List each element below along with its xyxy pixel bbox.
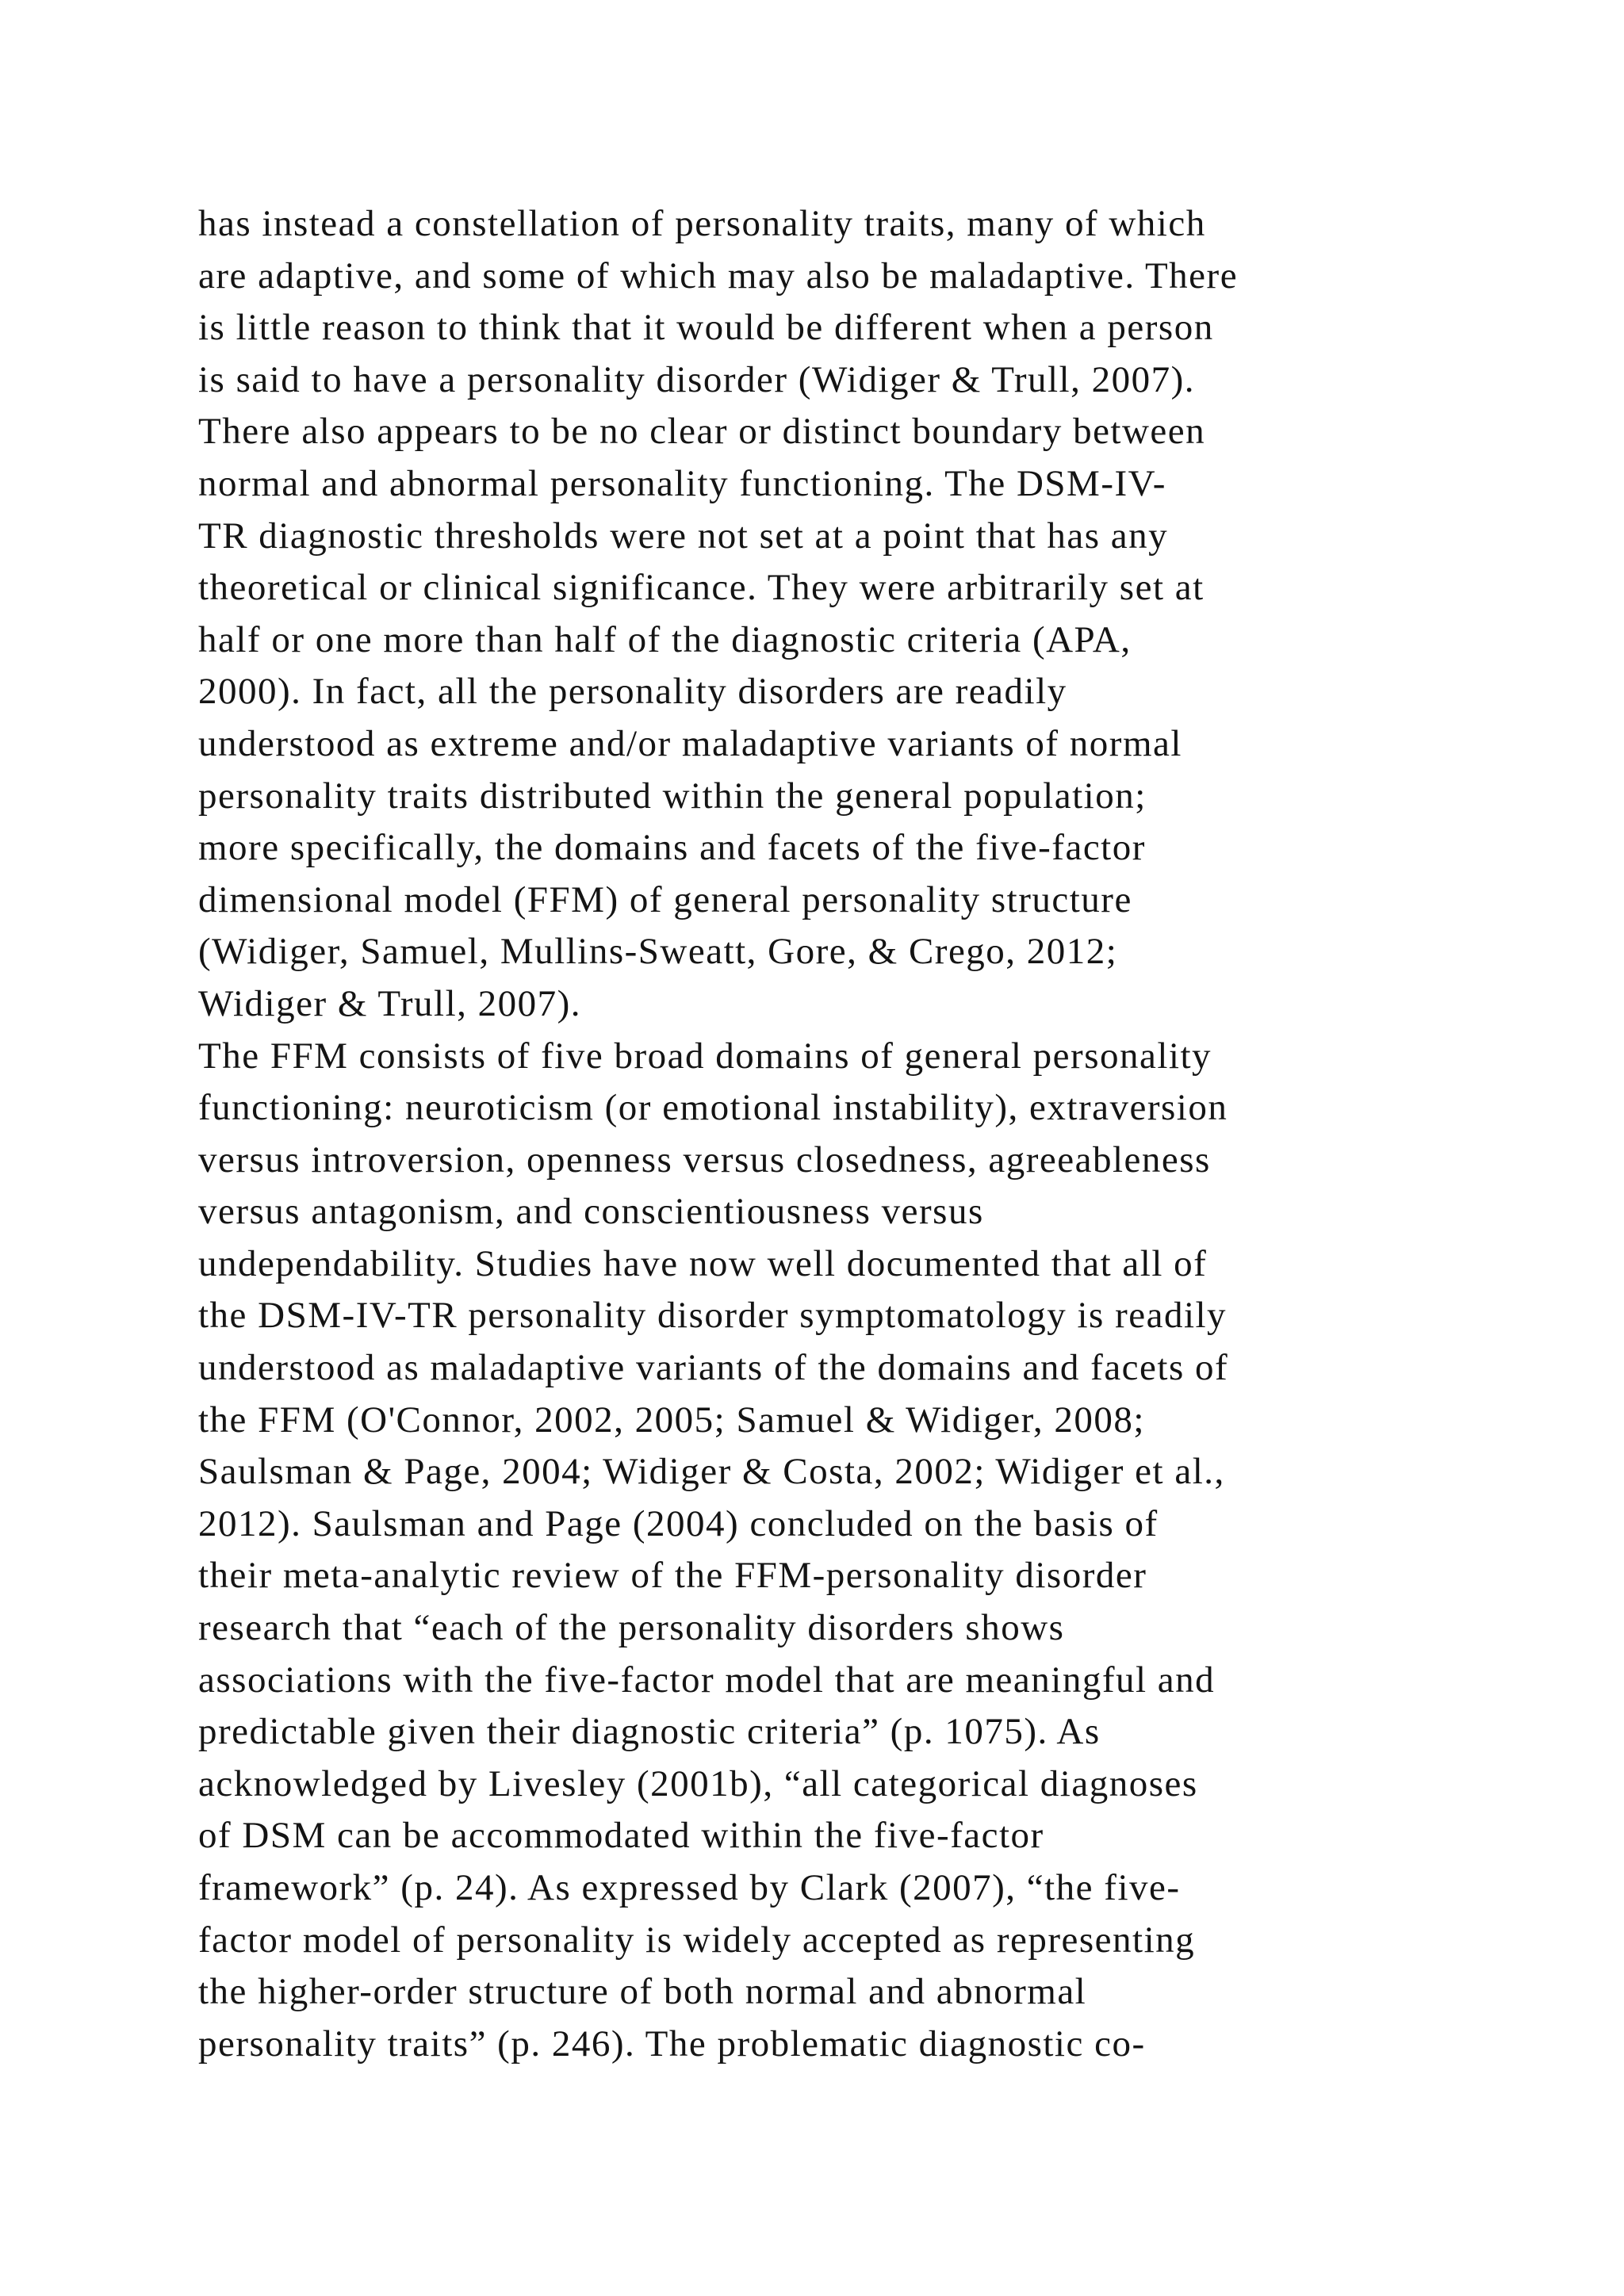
text-line: 2012). Saulsman and Page (2004) concluded on the basis of bbox=[198, 1502, 1159, 1544]
text-line: 2000). In fact, all the personality disorders are readily bbox=[198, 671, 1067, 713]
text-line: more specifically, the domains and facets of the five-factor bbox=[198, 827, 1146, 869]
text-line: Widiger & Trull, 2007). bbox=[198, 982, 582, 1024]
text-line: understood as maladaptive variants of the domains and facets of bbox=[198, 1347, 1229, 1389]
text-line: (Widiger, Samuel, Mullins-Sweatt, Gore, & Crego, 2012; bbox=[198, 931, 1118, 973]
text-line: research that “each of the personality disorders shows bbox=[198, 1607, 1065, 1649]
text-line: their meta-analytic review of the FFM-personality disorder bbox=[198, 1555, 1147, 1597]
text-line: factor model of personality is widely accepted as representing bbox=[198, 1919, 1196, 1961]
text-line: dimensional model (FFM) of general personality structure bbox=[198, 878, 1132, 920]
text-line: TR diagnostic thresholds were not set at a point that has any bbox=[198, 515, 1169, 557]
text-line: understood as extreme and/or maladaptive variants of normal bbox=[198, 722, 1182, 764]
text-line: of DSM can be accommodated within the five-factor bbox=[198, 1815, 1044, 1857]
text-line: acknowledged by Livesley (2001b), “all categorical diagnoses bbox=[198, 1762, 1198, 1804]
text-line: are adaptive, and some of which may also be maladaptive. There bbox=[198, 254, 1239, 297]
text-line: has instead a constellation of personality traits, many of which bbox=[198, 203, 1206, 244]
text-line: associations with the five-factor model that are meaningful and bbox=[198, 1659, 1216, 1701]
text-line: There also appears to be no clear or distinct boundary between bbox=[198, 411, 1206, 453]
text-line: theoretical or clinical significance. They were arbitrarily set at bbox=[198, 567, 1205, 609]
text-line: Saulsman & Page, 2004; Widiger & Costa, 2002; Widiger et al., bbox=[198, 1451, 1225, 1493]
text-line: versus introversion, openness versus closedness, agreeableness bbox=[198, 1138, 1211, 1181]
text-line: The FFM consists of five broad domains of general personality bbox=[198, 1035, 1212, 1077]
text-line: the DSM-IV-TR personality disorder symptomatology is readily bbox=[198, 1295, 1228, 1337]
text-line: functioning: neuroticism (or emotional instability), extraversion bbox=[198, 1087, 1228, 1129]
body-text bbox=[198, 198, 1467, 2070]
text-line: personality traits distributed within the general population; bbox=[198, 775, 1147, 817]
text-line: framework” (p. 24). As expressed by Clark (2007), “the five- bbox=[198, 1867, 1181, 1908]
text-line: half or one more than half of the diagnostic criteria (APA, bbox=[198, 618, 1132, 660]
text-line: versus antagonism, and conscientiousness versus bbox=[198, 1191, 984, 1233]
text-line: is said to have a personality disorder (Widiger & Trull, 2007). bbox=[198, 358, 1195, 400]
text-line: the higher-order structure of both normal and abnormal bbox=[198, 1971, 1087, 2013]
text-line: is little reason to think that it would be different when a person bbox=[198, 307, 1214, 349]
text-line: normal and abnormal personality functioning. The DSM-IV- bbox=[198, 462, 1166, 504]
text-line: undependability. Studies have now well documented that all of bbox=[198, 1242, 1208, 1284]
text-line: the FFM (O'Connor, 2002, 2005; Samuel & Widiger, 2008; bbox=[198, 1399, 1145, 1441]
text-line: predictable given their diagnostic criteria” (p. 1075). As bbox=[198, 1711, 1101, 1753]
text-line: personality traits” (p. 246). The problematic diagnostic co- bbox=[198, 2022, 1146, 2064]
